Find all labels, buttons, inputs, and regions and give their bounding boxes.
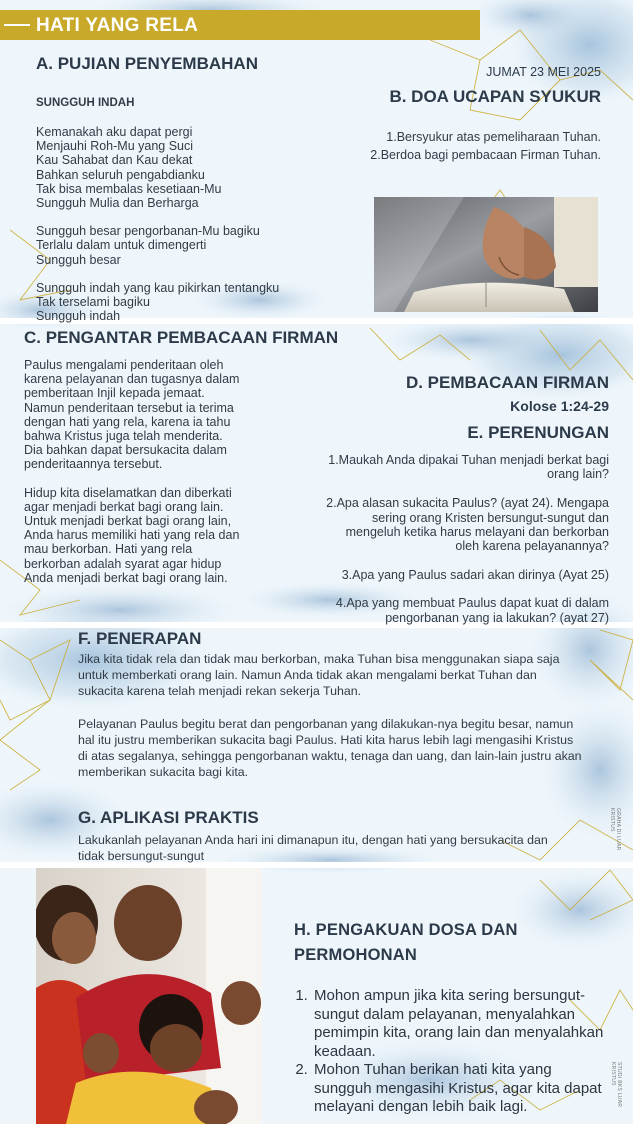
paragraph [24, 486, 239, 585]
text-line: Jika kita tidak rela dan tidak mau berkorban, maka Tuhan bisa menggunakan siapa saja [78, 652, 560, 666]
confession-list [292, 987, 603, 1117]
section-g-body [78, 832, 548, 864]
question-item [326, 568, 609, 582]
section-e-title: E. PERENUNGAN [467, 423, 609, 442]
lyric-line: Sungguh besar pengorbanan-Mu bagiku [36, 224, 260, 239]
text-line: pemimpin kita, orang lain dan menyalahkan [314, 1024, 604, 1041]
song-title: SUNGGUH INDAH [36, 97, 135, 109]
scripture-reference: Kolose 1:24-29 [510, 398, 609, 414]
lyric-line: Kemanakah aku dapat pergi [36, 125, 193, 139]
text-line: berkorban adalah syarat agar hidup [24, 556, 222, 571]
lyric-line: Menjauhi Roh-Mu yang Suci [36, 139, 194, 154]
text-line: 3.Apa yang Paulus sadari akan dirinya (Ayat 25) [341, 568, 609, 583]
text-line: 2. Mohon Tuhan berikan hati kita yang [314, 1061, 552, 1078]
text-line: sungguh mengasihi Kristus, agar kita dapat [314, 1079, 602, 1097]
text-line: pengorbanan yang ia lakukan? (ayat 27) [385, 610, 609, 625]
text-line: bahwa Kristus juga telah menderita. [24, 429, 223, 444]
text-line: sering orang Kristen bersungut-sungut dan [372, 510, 609, 525]
text-line: Anda harus memiliki hati yang rela dan [24, 528, 240, 543]
text-line: Paulus mengalami penderitaan oleh [24, 358, 224, 372]
lyric-line: Tak terselami bagiku [36, 295, 150, 310]
text-line: tidak bersungut-sungut [78, 849, 205, 864]
text-line: keadaan. [314, 1042, 376, 1060]
watercolor-splash [510, 870, 633, 950]
lyrics-stanza [36, 281, 279, 324]
side-note: GRAHA DI LUAR KRISTUS [609, 808, 621, 851]
section-b-title: B. DOA UCAPAN SYUKUR [389, 87, 601, 106]
section-h-title [294, 918, 518, 968]
text-line: dengan hati yang rela, karena ia tahu [24, 414, 231, 429]
section-a-title: A. PUJIAN PENYEMBAHAN [36, 54, 258, 73]
banner-dash [4, 24, 30, 26]
prayer-item: 2.Berdoa bagi pembacaan Firman Tuhan. [370, 148, 601, 162]
text-line: penderitaannya tersebut. [24, 457, 163, 472]
date-label: JUMAT 23 MEI 2025 [486, 65, 601, 79]
song-lyrics [36, 125, 279, 323]
text-line: di atas segalanya, sehingga pengorbanan waktu, tenaga dan uang, dan lain-lain justru akan [78, 749, 582, 764]
text-line: orang lain? [547, 467, 609, 482]
side-note: STUDI BKS LUAR KRISTUS [610, 1062, 622, 1108]
lyric-line: Sungguh indah yang kau pikirkan tentangku [36, 280, 280, 295]
text-line: memberikan sukacita bagi kita. [78, 765, 249, 780]
lyric-line: Sungguh besar [36, 252, 121, 267]
text-line: 2.Apa alasan sukacita Paulus? (ayat 24). Mengapa [326, 496, 609, 511]
text-line: mengeluh ketika harus melayani dan berkorban [345, 524, 609, 539]
prayer-item: 1.Bersyukur atas pemeliharaan Tuhan. [386, 130, 601, 144]
text-line: Dia bahkan dapat bersukacita dalam [24, 443, 227, 458]
text-line: mau berkorban. Hati yang rela [24, 542, 193, 557]
lyric-line: Sungguh indah [36, 309, 121, 324]
section-c-body [24, 358, 239, 585]
text-line: Pelayanan Paulus begitu berat dan pengorbanan yang dilakukan-nya begitu besar, namun [78, 716, 574, 731]
text-line: hal itu justru memberikan sukacita bagi Paulus. Hati kita harus lebih lagi mengasihi Kristus [78, 732, 574, 747]
page-title: HATI YANG RELA [36, 15, 199, 36]
text-line: Lakukanlah pelayanan Anda hari ini dimanapun itu, dengan hati yang bersukacita dan [78, 833, 548, 847]
section-b-list [370, 128, 601, 164]
text-line: pemberitaan Injil kepada jemaat. [24, 386, 205, 401]
lyric-line: Kau Sahabat dan Kau dekat [36, 153, 193, 168]
section-f-body [78, 651, 582, 780]
text-line: untuk memberkati orang lain. Namun Anda tidak akan mengalami berkat Tuhan dan [78, 668, 537, 683]
text-line: Untuk menjadi berkat bagi orang lain, [24, 514, 232, 529]
reflection-questions [326, 453, 609, 625]
title-line: H. PENGAKUAN DOSA DAN [294, 921, 518, 939]
question-item [326, 596, 609, 624]
confession-item [312, 1061, 603, 1117]
text-line: 1.Maukah Anda dipakai Tuhan menjadi berkat bagi [328, 453, 609, 467]
text-line: 1. Mohon ampun jika kita sering bersungut- [314, 987, 585, 1004]
title-line: PERMOHONAN [294, 946, 418, 964]
text-line: oleh karena pelayanannya? [455, 539, 609, 554]
text-line: sungut dalam pelayanan, menyalahkan [314, 1005, 576, 1023]
praying-hands-photo [374, 197, 598, 312]
lyric-line: Terlalu dalam untuk dimengerti [36, 238, 207, 253]
text-line: melayani dengan lebih baik lagi. [314, 1098, 528, 1115]
question-item [326, 453, 609, 481]
lyrics-stanza [36, 224, 279, 267]
text-line: Hidup kita diselamatkan dan diberkati [24, 485, 232, 500]
paragraph [24, 358, 239, 472]
confession-item [312, 987, 603, 1061]
paragraph [78, 716, 582, 781]
text-line: agar menjadi berkat bagi orang lain. [24, 499, 224, 514]
section-d-title: D. PEMBACAAN FIRMAN [405, 373, 609, 392]
paragraph [78, 651, 582, 700]
lyric-line: Tak bisa membalas kesetiaan-Mu [36, 181, 222, 196]
lyric-line: Bahkan seluruh pengabdianku [36, 167, 205, 182]
text-line: 4.Apa yang membuat Paulus dapat kuat di dalam [335, 596, 609, 611]
section-g-title: G. APLIKASI PRAKTIS [78, 808, 259, 827]
lyric-line: Sungguh Mulia dan Berharga [36, 196, 199, 211]
section-f-title: F. PENERAPAN [78, 629, 202, 648]
lyrics-stanza [36, 125, 279, 210]
text-line: Namun penderitaan tersebut ia terima [24, 400, 234, 415]
section-c-title: C. PENGANTAR PEMBACAAN FIRMAN [24, 328, 339, 347]
text-line: sukacita karena telah menjadi rekan sekerja Tuhan. [78, 684, 362, 699]
text-line: Anda menjadi berkat bagi orang lain. [24, 570, 228, 585]
text-line: karena pelayanan dan tugasnya dalam [24, 372, 240, 387]
family-praying-photo [36, 868, 262, 1124]
question-item [326, 496, 609, 553]
